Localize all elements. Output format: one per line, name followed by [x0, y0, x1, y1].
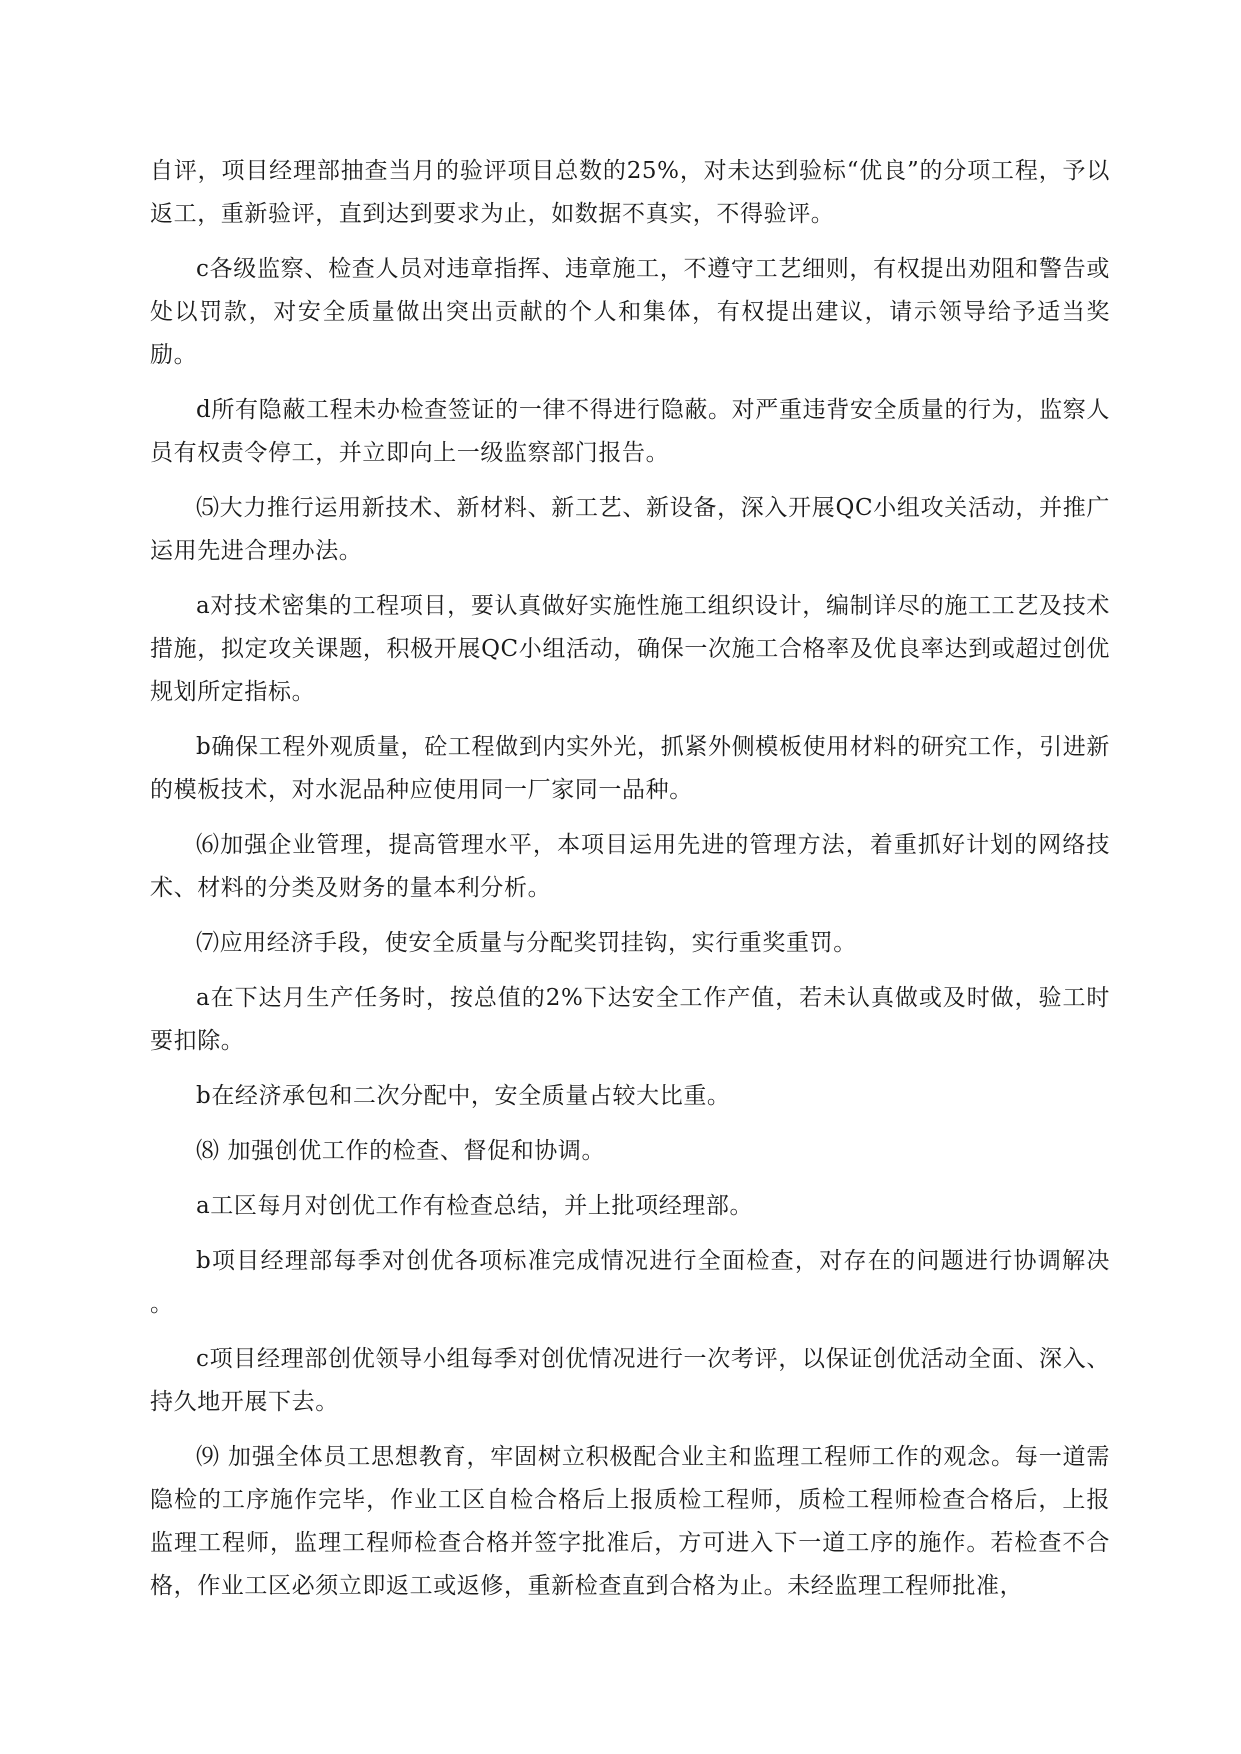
paragraph-item-a-technology: a对技术密集的工程项目，要认真做好实施性施工组织设计，编制详尽的施工工艺及技术措施，拟定攻关课题，积极开展QC小组活动，确保一次施工合格率及优良率达到或超过创优规划所定指标。	[150, 593, 1110, 705]
paragraph-item-d-concealed-works: d所有隐蔽工程未办检查签证的一律不得进行隐蔽。对严重违背安全质量的行为，监察人员有权责令停工，并立即向上一级监察部门报告。	[150, 397, 1110, 466]
paragraph-section-9: ⑼ 加强全体员工思想教育，牢固树立积极配合业主和监理工程师工作的观念。每一道需隐检的工序施作完毕，作业工区自检合格后上报质检工程师，质检工程师检查合格后，上报监理工程师，监理工程师检查合格并签字批准后，方可进入下一道工序的施作。若检查不合格，作业工区必须立即返工或返修，重新检查直到合格为止。未经监理工程师批准，	[150, 1444, 1110, 1599]
document-body	[150, 150, 1110, 1620]
paragraph-section-5: ⑸大力推行运用新技术、新材料、新工艺、新设备，深入开展QC小组攻关活动，并推广运用先进合理办法。	[150, 495, 1110, 564]
paragraph-item-a-production: a在下达月生产任务时，按总值的2%下达安全工作产值，若未认真做或及时做，验工时要扣除。	[150, 985, 1110, 1054]
paragraph-item-c-supervision: c各级监察、检查人员对违章指挥、违章施工，不遵守工艺细则，有权提出劝阻和警告或处以罚款，对安全质量做出突出贡献的个人和集体，有权提出建议，请示领导给予适当奖励。	[150, 256, 1110, 368]
paragraph-item-b-appearance: b确保工程外观质量，砼工程做到内实外光，抓紧外侧模板使用材料的研究工作，引进新的模板技术，对水泥品种应使用同一厂家同一品种。	[150, 734, 1110, 803]
paragraph-item-b-quarterly-check: b项目经理部每季对创优各项标准完成情况进行全面检查，对存在的问题进行协调解决 。	[150, 1248, 1110, 1317]
paragraph-item-b-contract: b在经济承包和二次分配中，安全质量占较大比重。	[196, 1083, 731, 1109]
paragraph-item-a-monthly-check: a工区每月对创优工作有检查总结，并上批项经理部。	[196, 1193, 754, 1219]
paragraph-section-8: ⑻ 加强创优工作的检查、督促和协调。	[196, 1138, 606, 1164]
paragraph-section-6: ⑹加强企业管理，提高管理水平，本项目运用先进的管理方法，着重抓好计划的网络技术、材料的分类及财务的量本利分析。	[150, 832, 1110, 901]
paragraph-continuation: 自评，项目经理部抽查当月的验评项目总数的25%，对未达到验标“优良”的分项工程，予以返工，重新验评，直到达到要求为止，如数据不真实，不得验评。	[150, 158, 1110, 227]
paragraph-item-c-evaluation: c项目经理部创优领导小组每季对创优情况进行一次考评，以保证创优活动全面、深入、持久地开展下去。	[150, 1346, 1110, 1415]
paragraph-section-7: ⑺应用经济手段，使安全质量与分配奖罚挂钩，实行重奖重罚。	[196, 930, 857, 956]
